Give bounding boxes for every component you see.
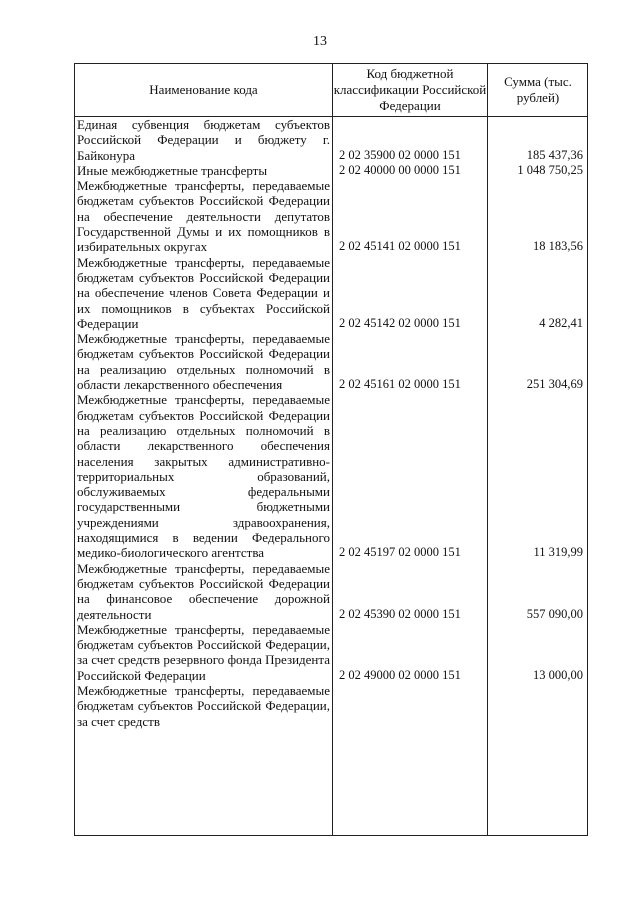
table-row — [75, 622, 587, 683]
table-row — [75, 178, 587, 254]
row-name: Межбюджетные трансферты, передаваемые бюджетам субъектов Российской Федерации на обеспечение деятельности депутатов Государственной Думы и их помощников в избирательных округах — [77, 178, 330, 255]
page-number: 13 — [313, 34, 327, 49]
row-sum: 11 319,99 — [533, 545, 583, 560]
row-code: 2 02 45141 02 0000 151 — [339, 239, 461, 254]
table-row — [75, 561, 587, 622]
table-row — [75, 331, 587, 392]
budget-table — [74, 63, 588, 836]
row-name: Иные межбюджетные трансферты — [77, 162, 268, 178]
row-code: 2 02 45197 02 0000 151 — [339, 545, 461, 560]
row-name: Межбюджетные трансферты, передаваемые бюджетам субъектов Российской Федерации на реализацию отдельных полномочий в области лекарственного обеспечения — [77, 331, 330, 393]
row-name: Межбюджетные трансферты, передаваемые бюджетам субъектов Российской Федерации на реализацию отдельных полномочий в области лекарственного обеспечения населения закрытых административно-территориальных образований, обслуживаемых федеральными государственными бюджетными учреждениями здравоохранения, находящимися в ведении Федерального медико-биологического агентства — [77, 392, 330, 561]
row-sum: 1 048 750,25 — [517, 162, 583, 177]
table-body — [75, 117, 587, 729]
row-code: 2 02 40000 00 0000 151 — [339, 162, 461, 177]
row-sum: 13 000,00 — [533, 667, 583, 682]
header-code: Код бюджетной классификации Российской Федерации — [333, 66, 487, 113]
row-code: 2 02 45142 02 0000 151 — [339, 315, 461, 330]
row-name: Межбюджетные трансферты, передаваемые бюджетам субъектов Российской Федерации на обеспечение членов Совета Федерации и их помощников в субъектах Российской Федерации — [77, 254, 330, 331]
row-code: 2 02 45161 02 0000 151 — [339, 377, 461, 392]
header-name: Наименование кода — [149, 82, 258, 97]
row-name: Единая субвенция бюджетам субъектов Российской Федерации и бюджету г. Байконура — [77, 117, 330, 163]
header-sum: Сумма (тыс. рублей) — [504, 74, 572, 105]
table-row — [75, 117, 587, 163]
row-sum: 251 304,69 — [526, 377, 583, 392]
row-sum: 4 282,41 — [539, 315, 583, 330]
row-code: 2 02 45390 02 0000 151 — [339, 606, 461, 621]
table-row — [75, 683, 587, 729]
row-name: Межбюджетные трансферты, передаваемые бюджетам субъектов Российской Федерации на финансовое обеспечение дорожной деятельности — [77, 560, 330, 622]
table-row — [75, 163, 587, 178]
table-row — [75, 255, 587, 331]
row-name: Межбюджетные трансферты, передаваемые бюджетам субъектов Российской Федерации, за счет средств — [77, 682, 330, 729]
table-row — [75, 392, 587, 560]
row-sum: 18 183,56 — [533, 239, 583, 254]
row-sum: 557 090,00 — [526, 606, 583, 621]
row-name: Межбюджетные трансферты, передаваемые бюджетам субъектов Российской Федерации, за счет средств резервного фонда Президента Российской Федерации — [77, 621, 330, 683]
row-code: 2 02 49000 02 0000 151 — [339, 667, 461, 682]
row-code: 2 02 35900 02 0000 151 — [339, 147, 461, 162]
row-sum: 185 437,36 — [526, 147, 583, 162]
